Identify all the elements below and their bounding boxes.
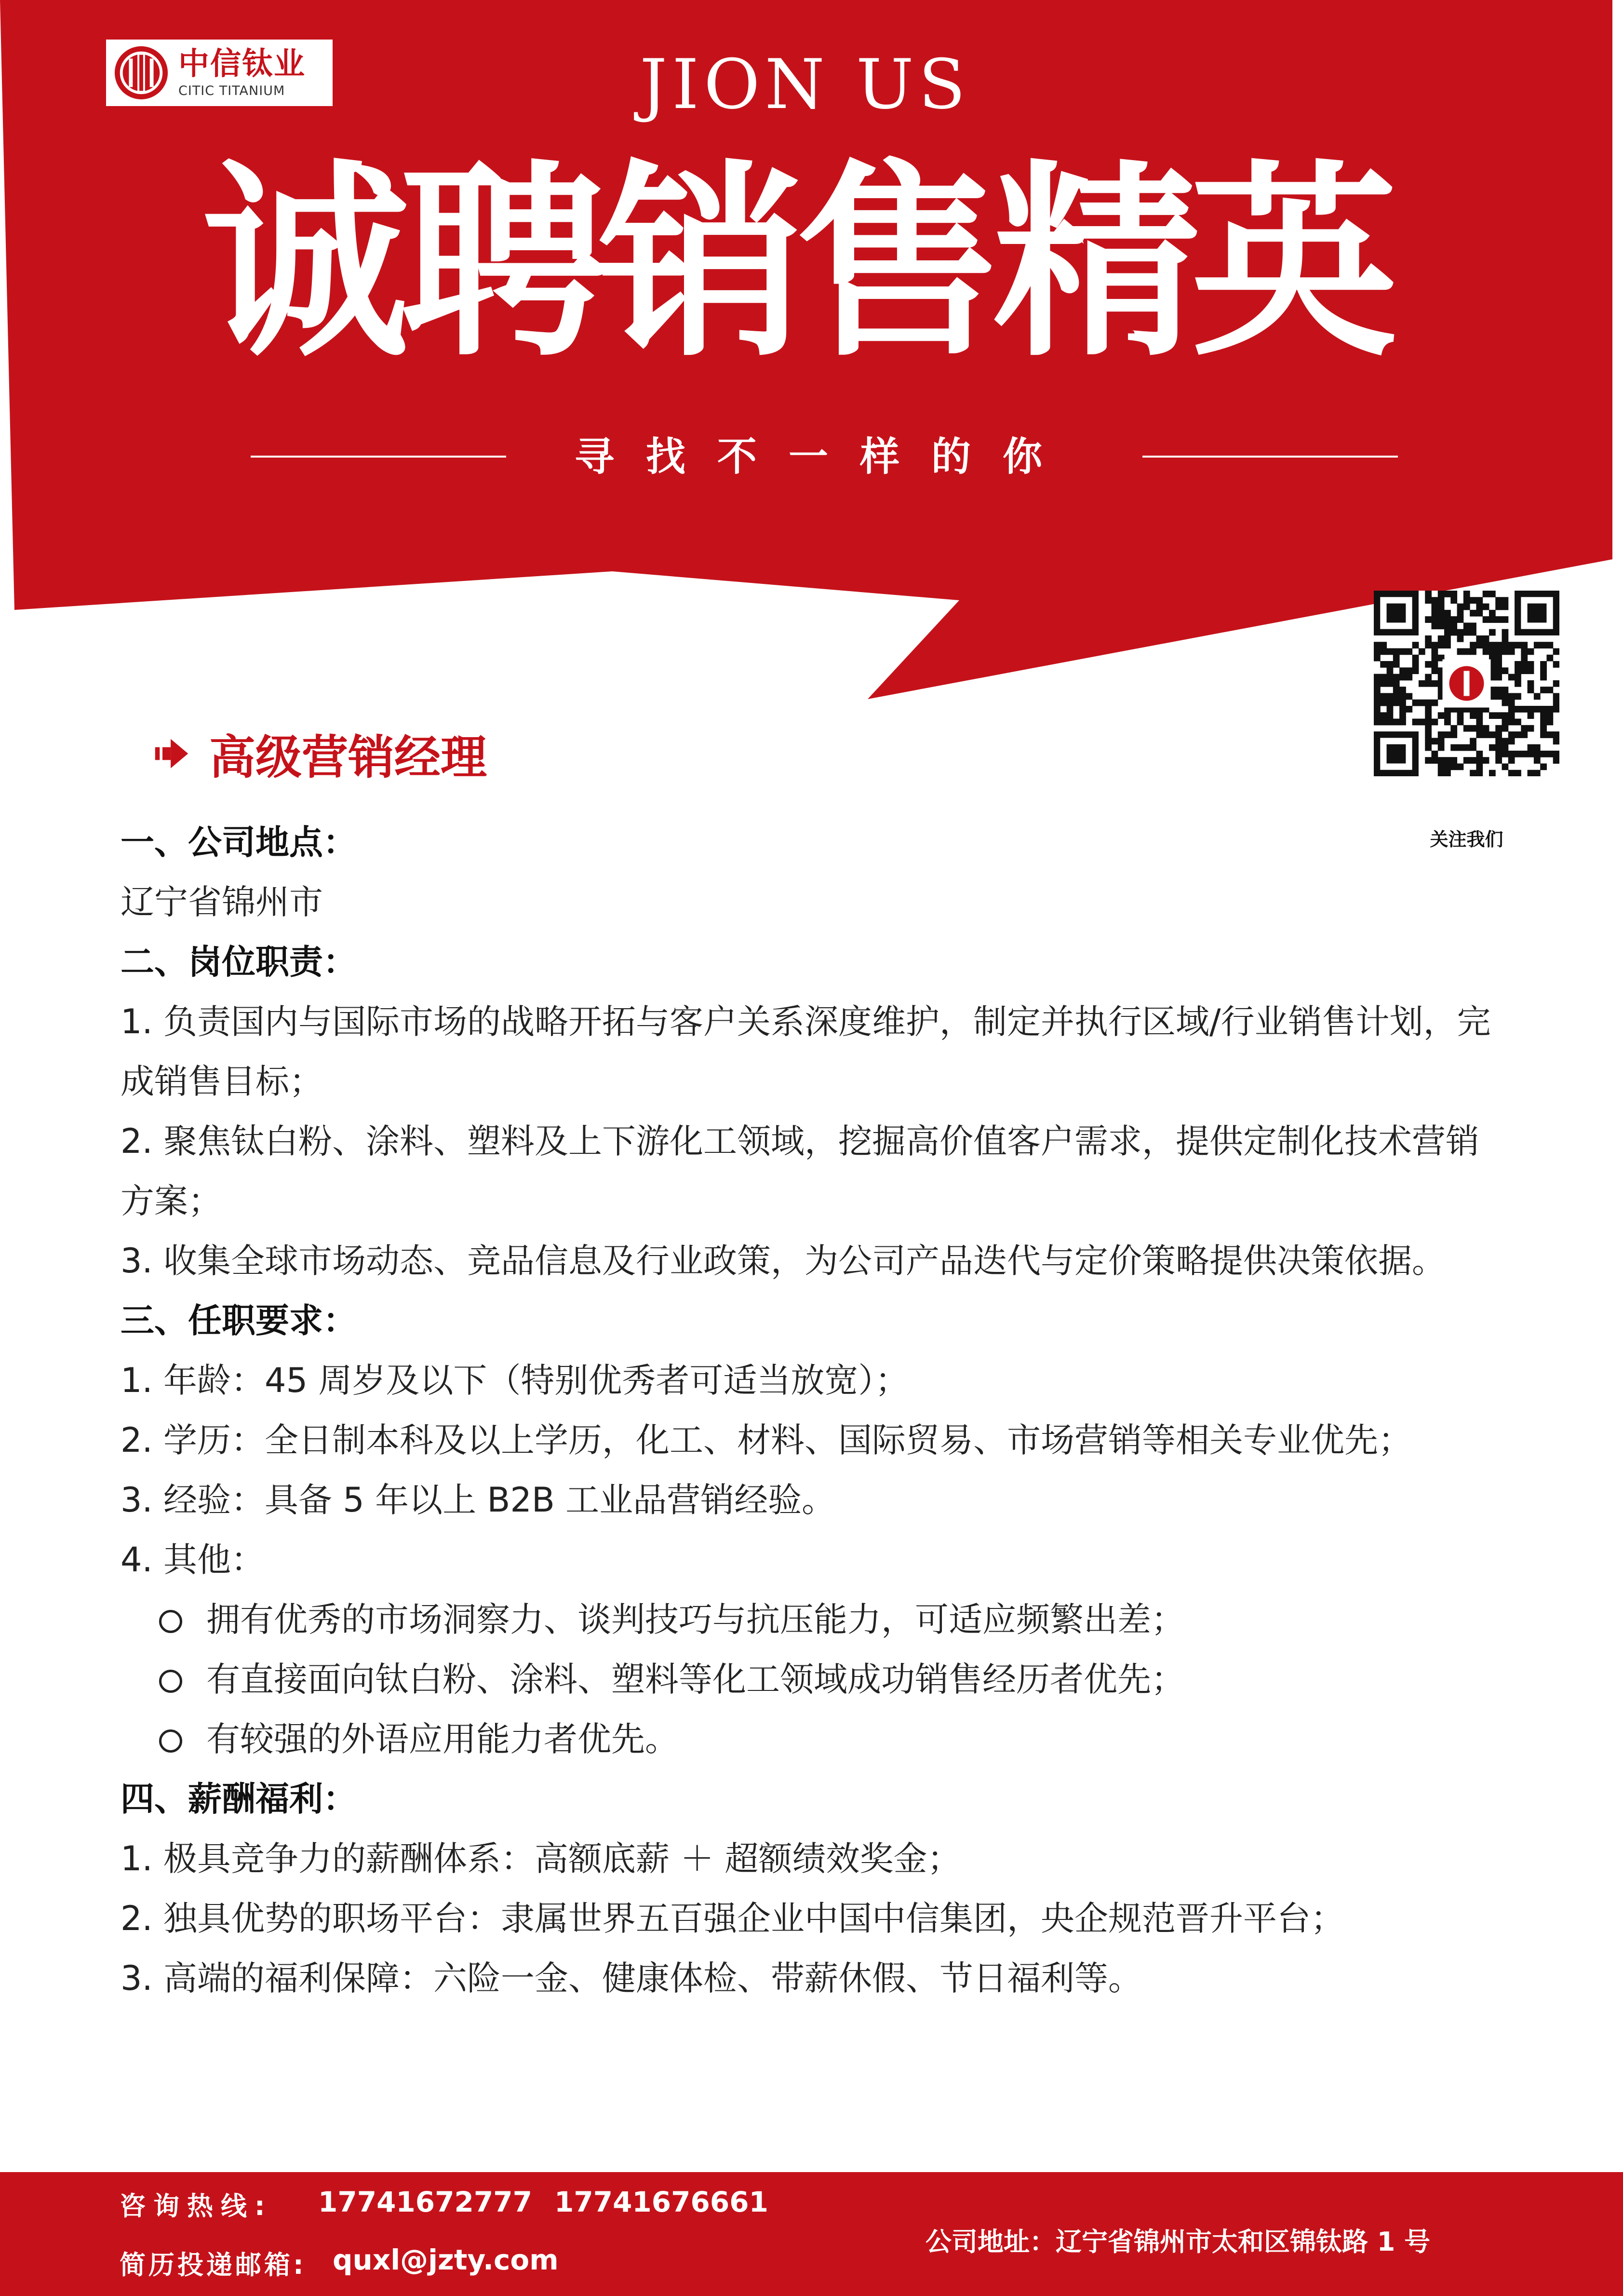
circle-bullet-icon [159,1670,182,1693]
text-line [121,1829,1552,1889]
email-label: 简历投递邮箱: [120,2250,307,2280]
text-content: 有较强的外语应用能力者优先。 [206,1719,679,1759]
text-line [121,1111,1552,1171]
text-content: 有直接面向钛白粉、涂料、塑料等化工领域成功销售经历者优先； [206,1660,1185,1699]
circle-bullet-icon [159,1610,182,1633]
text-content: 3. 收集全球市场动态、竞品信息及行业政策，为公司产品迭代与定价策略提供决策依据。 [121,1241,1446,1281]
hotline-phone-1[interactable]: 17741672777 [318,2186,532,2218]
text-content: 成销售目标； [121,1062,323,1101]
section-heading [121,812,1552,872]
text-content: 4. 其他： [121,1540,265,1580]
text-content: 2. 独具优势的职场平台：隶属世界五百强企业中国中信集团，央企规范晋升平台； [121,1899,1345,1938]
job-description [121,812,1552,2008]
text-line [121,1231,1552,1291]
text-content: 3. 经验：具备 5 年以上 B2B 工业品营销经验。 [121,1480,836,1520]
join-us-heading: JION US [640,45,970,124]
section-heading [121,1769,1552,1829]
company-logo [106,40,333,106]
text-line [121,992,1552,1052]
text-line [121,1470,1552,1530]
job-title-row [153,722,487,785]
tagline-divider-right [1142,456,1398,458]
text-line [121,872,1552,932]
text-line [121,1410,1552,1470]
circle-bullet-icon [159,1729,182,1753]
hotline-label: 咨询热线: [120,2191,273,2221]
bullet-item [121,1709,1552,1769]
text-content: 1. 年龄：45 周岁及以下（特别优秀者可适当放宽）； [121,1361,909,1400]
text-content: 二、岗位职责： [121,942,357,982]
text-content: 2. 聚焦钛白粉、涂料、塑料及上下游化工领域，挖掘高价值客户需求，提供定制化技术营销 [121,1121,1480,1161]
footer [0,2172,1623,2296]
tagline: 寻找不一样的你 [574,434,1074,480]
qr-label: 关注我们 [1430,829,1503,850]
section-heading [121,1291,1552,1351]
text-content: 方案； [121,1181,222,1221]
company-address: 公司地址：辽宁省锦州市太和区锦钛路 1 号 [926,2227,1431,2257]
text-content: 四、薪酬福利： [121,1779,357,1819]
qr-code[interactable] [1374,591,1559,776]
text-content: 1. 负责国内与国际市场的战略开拓与客户关系深度维护，制定并执行区域/行业销售计划，完 [121,1002,1491,1041]
hotline-phone-2[interactable]: 17741676661 [554,2186,768,2218]
text-line [121,1351,1552,1410]
resume-email[interactable]: quxl@jzty.com [333,2243,559,2276]
text-line [121,1171,1552,1231]
text-line [121,1052,1552,1111]
text-content: 辽宁省锦州市 [121,882,323,922]
text-line [121,1948,1552,2008]
text-content: 一、公司地点： [121,823,357,862]
text-line [121,1530,1552,1590]
arrow-right-icon [153,735,190,772]
bullet-item [121,1590,1552,1649]
section-heading [121,932,1552,992]
text-content: 三、任职要求： [121,1301,357,1340]
job-title: 高级营销经理 [209,730,487,784]
text-content: 2. 学历：全日制本科及以上学历，化工、材料、国际贸易、市场营销等相关专业优先； [121,1420,1412,1460]
page-headline: 诚聘销售精英 [202,141,1388,384]
qr-code-icon [1374,591,1559,776]
citic-logo-icon [113,44,170,101]
bullet-item [121,1649,1552,1709]
text-content: 1. 极具竞争力的薪酬体系：高额底薪 ＋ 超额绩效奖金； [121,1839,961,1878]
logo-name-en: CITIC TITANIUM [178,83,285,98]
text-content: 3. 高端的福利保障：六险一金、健康体检、带薪休假、节日福利等。 [121,1958,1142,1998]
text-line [121,1889,1552,1948]
text-content: 拥有优秀的市场洞察力、谈判技巧与抗压能力，可适应频繁出差； [206,1600,1185,1639]
logo-name-cn: 中信钛业 [178,46,306,82]
tagline-divider-left [251,456,506,458]
tagline-row [251,433,1398,486]
